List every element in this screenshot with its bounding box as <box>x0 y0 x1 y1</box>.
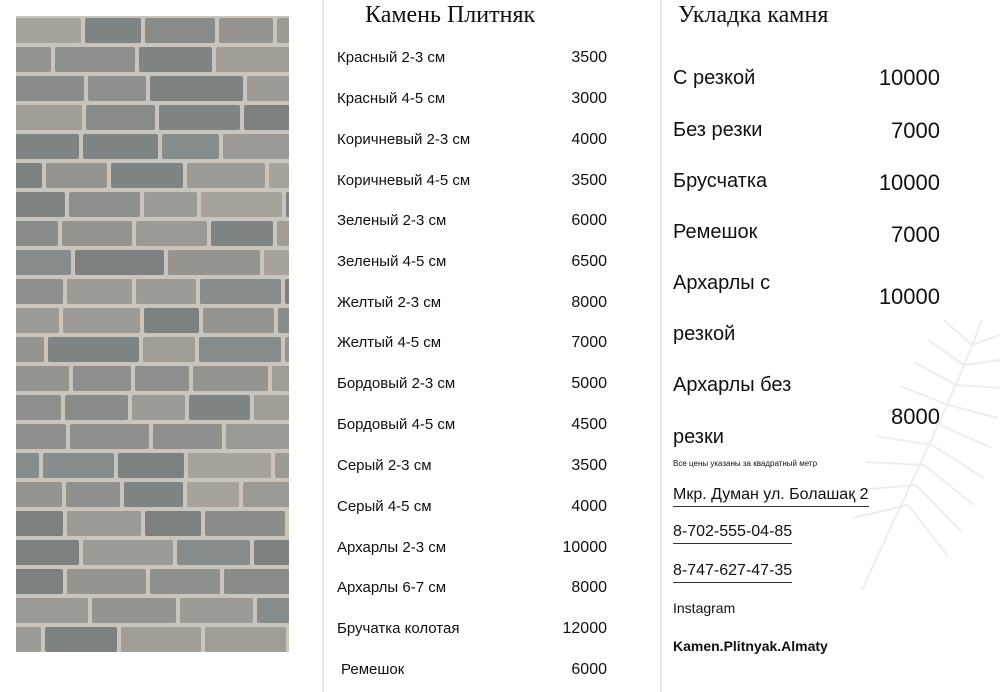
stone-brick <box>285 279 289 304</box>
price-note: Все цены указаны за квадратный метр <box>673 459 818 468</box>
stone-brick <box>168 250 260 275</box>
item-name: Архарлы 2-3 см <box>337 539 447 556</box>
stone-brick <box>159 105 240 130</box>
stone-brick <box>16 18 81 43</box>
stone-brick <box>144 308 199 333</box>
stone-brick <box>144 192 197 217</box>
stone-brick <box>16 424 66 449</box>
service-price: 7000 <box>891 222 940 247</box>
stone-brick <box>73 366 131 391</box>
item-name: Бордовый 4-5 см <box>337 416 456 433</box>
service-name: Ремешок <box>673 221 758 243</box>
stone-brick <box>111 163 183 188</box>
item-name: Красный 2-3 см <box>337 49 446 66</box>
list-item <box>337 658 607 682</box>
item-name: Коричневый 2-3 см <box>337 131 471 148</box>
stone-brick <box>69 192 140 217</box>
stone-brick <box>143 337 195 362</box>
stone-brick <box>199 337 281 362</box>
stone-brick <box>277 18 289 43</box>
list-item <box>337 46 607 70</box>
phone-link-2[interactable]: 8-747-627-47-35 <box>673 560 792 583</box>
list-item <box>337 169 607 193</box>
stone-brick <box>224 569 289 594</box>
item-price: 6500 <box>571 253 607 270</box>
stone-brick <box>16 47 51 72</box>
item-price: 3000 <box>571 90 607 107</box>
instagram-label: Instagram <box>673 600 736 616</box>
item-price: 4000 <box>571 498 607 515</box>
stone-wall-image <box>16 16 289 652</box>
stone-brick <box>88 76 146 101</box>
stone-brick <box>254 540 289 565</box>
stone-brick <box>219 18 273 43</box>
stone-brick <box>16 511 63 536</box>
service-price: 8000 <box>891 404 940 429</box>
stone-brick <box>85 18 141 43</box>
instagram-handle[interactable]: Kamen.Plitnyak.Almaty <box>673 638 828 654</box>
stone-brick <box>67 279 132 304</box>
ukladka-title: Укладка камня <box>678 2 829 28</box>
service-price: 10000 <box>878 170 940 195</box>
stone-bricks-graphic <box>16 16 289 652</box>
stone-brick <box>205 511 285 536</box>
stone-brick <box>203 308 274 333</box>
stone-brick <box>275 453 289 478</box>
list-item <box>337 372 607 396</box>
item-price: 4000 <box>571 131 607 148</box>
service-name: С резкой <box>673 67 756 89</box>
stone-brick <box>132 395 185 420</box>
stone-brick <box>200 279 281 304</box>
item-price: 6000 <box>571 661 607 678</box>
stone-brick <box>16 482 62 507</box>
service-name: Без резки <box>673 119 763 141</box>
stone-brick <box>247 76 289 101</box>
stone-brick <box>244 105 289 130</box>
service-name: Архарлы с <box>673 272 771 294</box>
stone-brick <box>277 221 289 246</box>
stone-brick <box>136 279 196 304</box>
service-name-line2: резкой <box>673 323 736 345</box>
stone-brick <box>216 47 289 72</box>
stone-brick <box>153 424 222 449</box>
stone-brick <box>243 482 289 507</box>
stone-brick <box>189 395 250 420</box>
list-item <box>337 536 607 560</box>
stone-brick <box>16 163 42 188</box>
list-item <box>337 209 607 233</box>
list-item <box>337 495 607 519</box>
item-name: Бордовый 2-3 см <box>337 375 456 392</box>
stone-brick <box>150 76 243 101</box>
stone-brick <box>16 76 84 101</box>
item-name: Красный 4-5 см <box>337 90 446 107</box>
stone-brick <box>286 192 289 217</box>
stone-brick <box>187 482 239 507</box>
item-name: Бручатка колотая <box>337 620 460 637</box>
stone-brick <box>46 163 107 188</box>
address-link[interactable]: Мкр. Думан ул. Болашақ 2 <box>673 484 869 507</box>
stone-brick <box>177 540 250 565</box>
stone-brick <box>150 569 220 594</box>
stone-brick <box>139 47 212 72</box>
stone-brick <box>201 192 282 217</box>
stone-brick <box>136 221 207 246</box>
stone-brick <box>16 337 44 362</box>
item-name: Ремешок <box>341 661 405 678</box>
stone-brick <box>264 250 289 275</box>
stone-brick <box>16 105 82 130</box>
stone-brick <box>16 598 88 623</box>
stone-brick <box>43 453 114 478</box>
stone-brick <box>257 598 289 623</box>
stone-brick <box>65 395 128 420</box>
stone-brick <box>193 366 268 391</box>
stone-brick <box>92 598 176 623</box>
stone-brick <box>16 221 58 246</box>
stone-brick <box>16 569 63 594</box>
service-price: 10000 <box>878 284 940 309</box>
stone-brick <box>67 569 146 594</box>
stone-brick <box>118 453 184 478</box>
stone-brick <box>187 163 265 188</box>
stone-brick <box>16 453 39 478</box>
list-item <box>337 87 607 111</box>
list-item <box>337 331 607 355</box>
list-item <box>337 454 607 478</box>
item-name: Желтый 2-3 см <box>337 294 442 311</box>
service-price: 7000 <box>891 118 940 143</box>
stone-brick <box>124 482 183 507</box>
item-name: Серый 2-3 см <box>337 457 432 474</box>
stone-brick <box>223 134 289 159</box>
service-name-line2: резки <box>673 426 724 448</box>
stone-brick <box>145 18 215 43</box>
stone-brick <box>16 395 61 420</box>
plitnyak-price-list <box>325 0 658 692</box>
stone-brick <box>16 308 59 333</box>
item-price: 3500 <box>571 49 607 66</box>
stone-brick <box>66 482 120 507</box>
palm-leaf-decoration <box>832 300 1000 600</box>
stone-brick <box>48 337 139 362</box>
item-price: 3500 <box>571 457 607 474</box>
stone-brick <box>55 47 135 72</box>
stone-brick <box>226 424 289 449</box>
item-price: 8000 <box>571 579 607 596</box>
stone-brick <box>211 221 273 246</box>
item-price: 3500 <box>571 172 607 189</box>
item-price: 8000 <box>571 294 607 311</box>
item-name: Серый 4-5 см <box>337 498 432 515</box>
stone-brick <box>70 424 149 449</box>
stone-brick <box>278 308 289 333</box>
list-item <box>337 576 607 600</box>
service-price: 10000 <box>878 65 940 90</box>
item-name: Желтый 4-5 см <box>337 334 442 351</box>
list-item <box>337 291 607 315</box>
stone-brick <box>162 134 219 159</box>
item-price: 12000 <box>562 620 607 637</box>
stone-brick <box>16 250 71 275</box>
item-price: 10000 <box>562 539 607 556</box>
list-item <box>337 413 607 437</box>
stone-brick <box>205 627 286 652</box>
item-price: 7000 <box>571 334 607 351</box>
stone-brick <box>16 134 79 159</box>
stone-brick <box>86 105 155 130</box>
stone-brick <box>62 221 132 246</box>
phone-link-1[interactable]: 8-702-555-04-85 <box>673 521 792 544</box>
item-name: Зеленый 4-5 см <box>337 253 447 270</box>
stone-brick <box>285 337 289 362</box>
stone-brick <box>63 308 140 333</box>
item-name: Зеленый 2-3 см <box>337 212 447 229</box>
stone-brick <box>180 598 253 623</box>
item-name: Архарлы 6-7 см <box>337 579 447 596</box>
stone-brick <box>83 134 158 159</box>
stone-brick <box>254 395 289 420</box>
plitnyak-title: Камень Плитняк <box>365 2 536 28</box>
item-price: 5000 <box>571 375 607 392</box>
stone-brick <box>16 540 79 565</box>
stone-brick <box>75 250 164 275</box>
item-price: 4500 <box>571 416 607 433</box>
item-name: Коричневый 4-5 см <box>337 172 471 189</box>
item-price: 6000 <box>571 212 607 229</box>
stone-brick <box>269 163 289 188</box>
stone-brick <box>45 627 117 652</box>
service-name: Архарлы без <box>673 374 792 396</box>
stone-brick <box>145 511 201 536</box>
stone-brick <box>272 366 289 391</box>
service-name: Брусчатка <box>673 170 768 192</box>
stone-brick <box>83 540 173 565</box>
list-item <box>337 250 607 274</box>
stone-brick <box>121 627 201 652</box>
stone-brick <box>16 627 41 652</box>
list-item <box>337 617 607 641</box>
ukladka-price-list <box>662 0 1000 692</box>
column-divider <box>322 0 324 692</box>
stone-brick <box>16 279 63 304</box>
stone-brick <box>67 511 141 536</box>
stone-brick <box>16 366 69 391</box>
stone-brick <box>135 366 189 391</box>
stone-brick <box>188 453 271 478</box>
list-item <box>337 128 607 152</box>
stone-brick <box>16 192 65 217</box>
